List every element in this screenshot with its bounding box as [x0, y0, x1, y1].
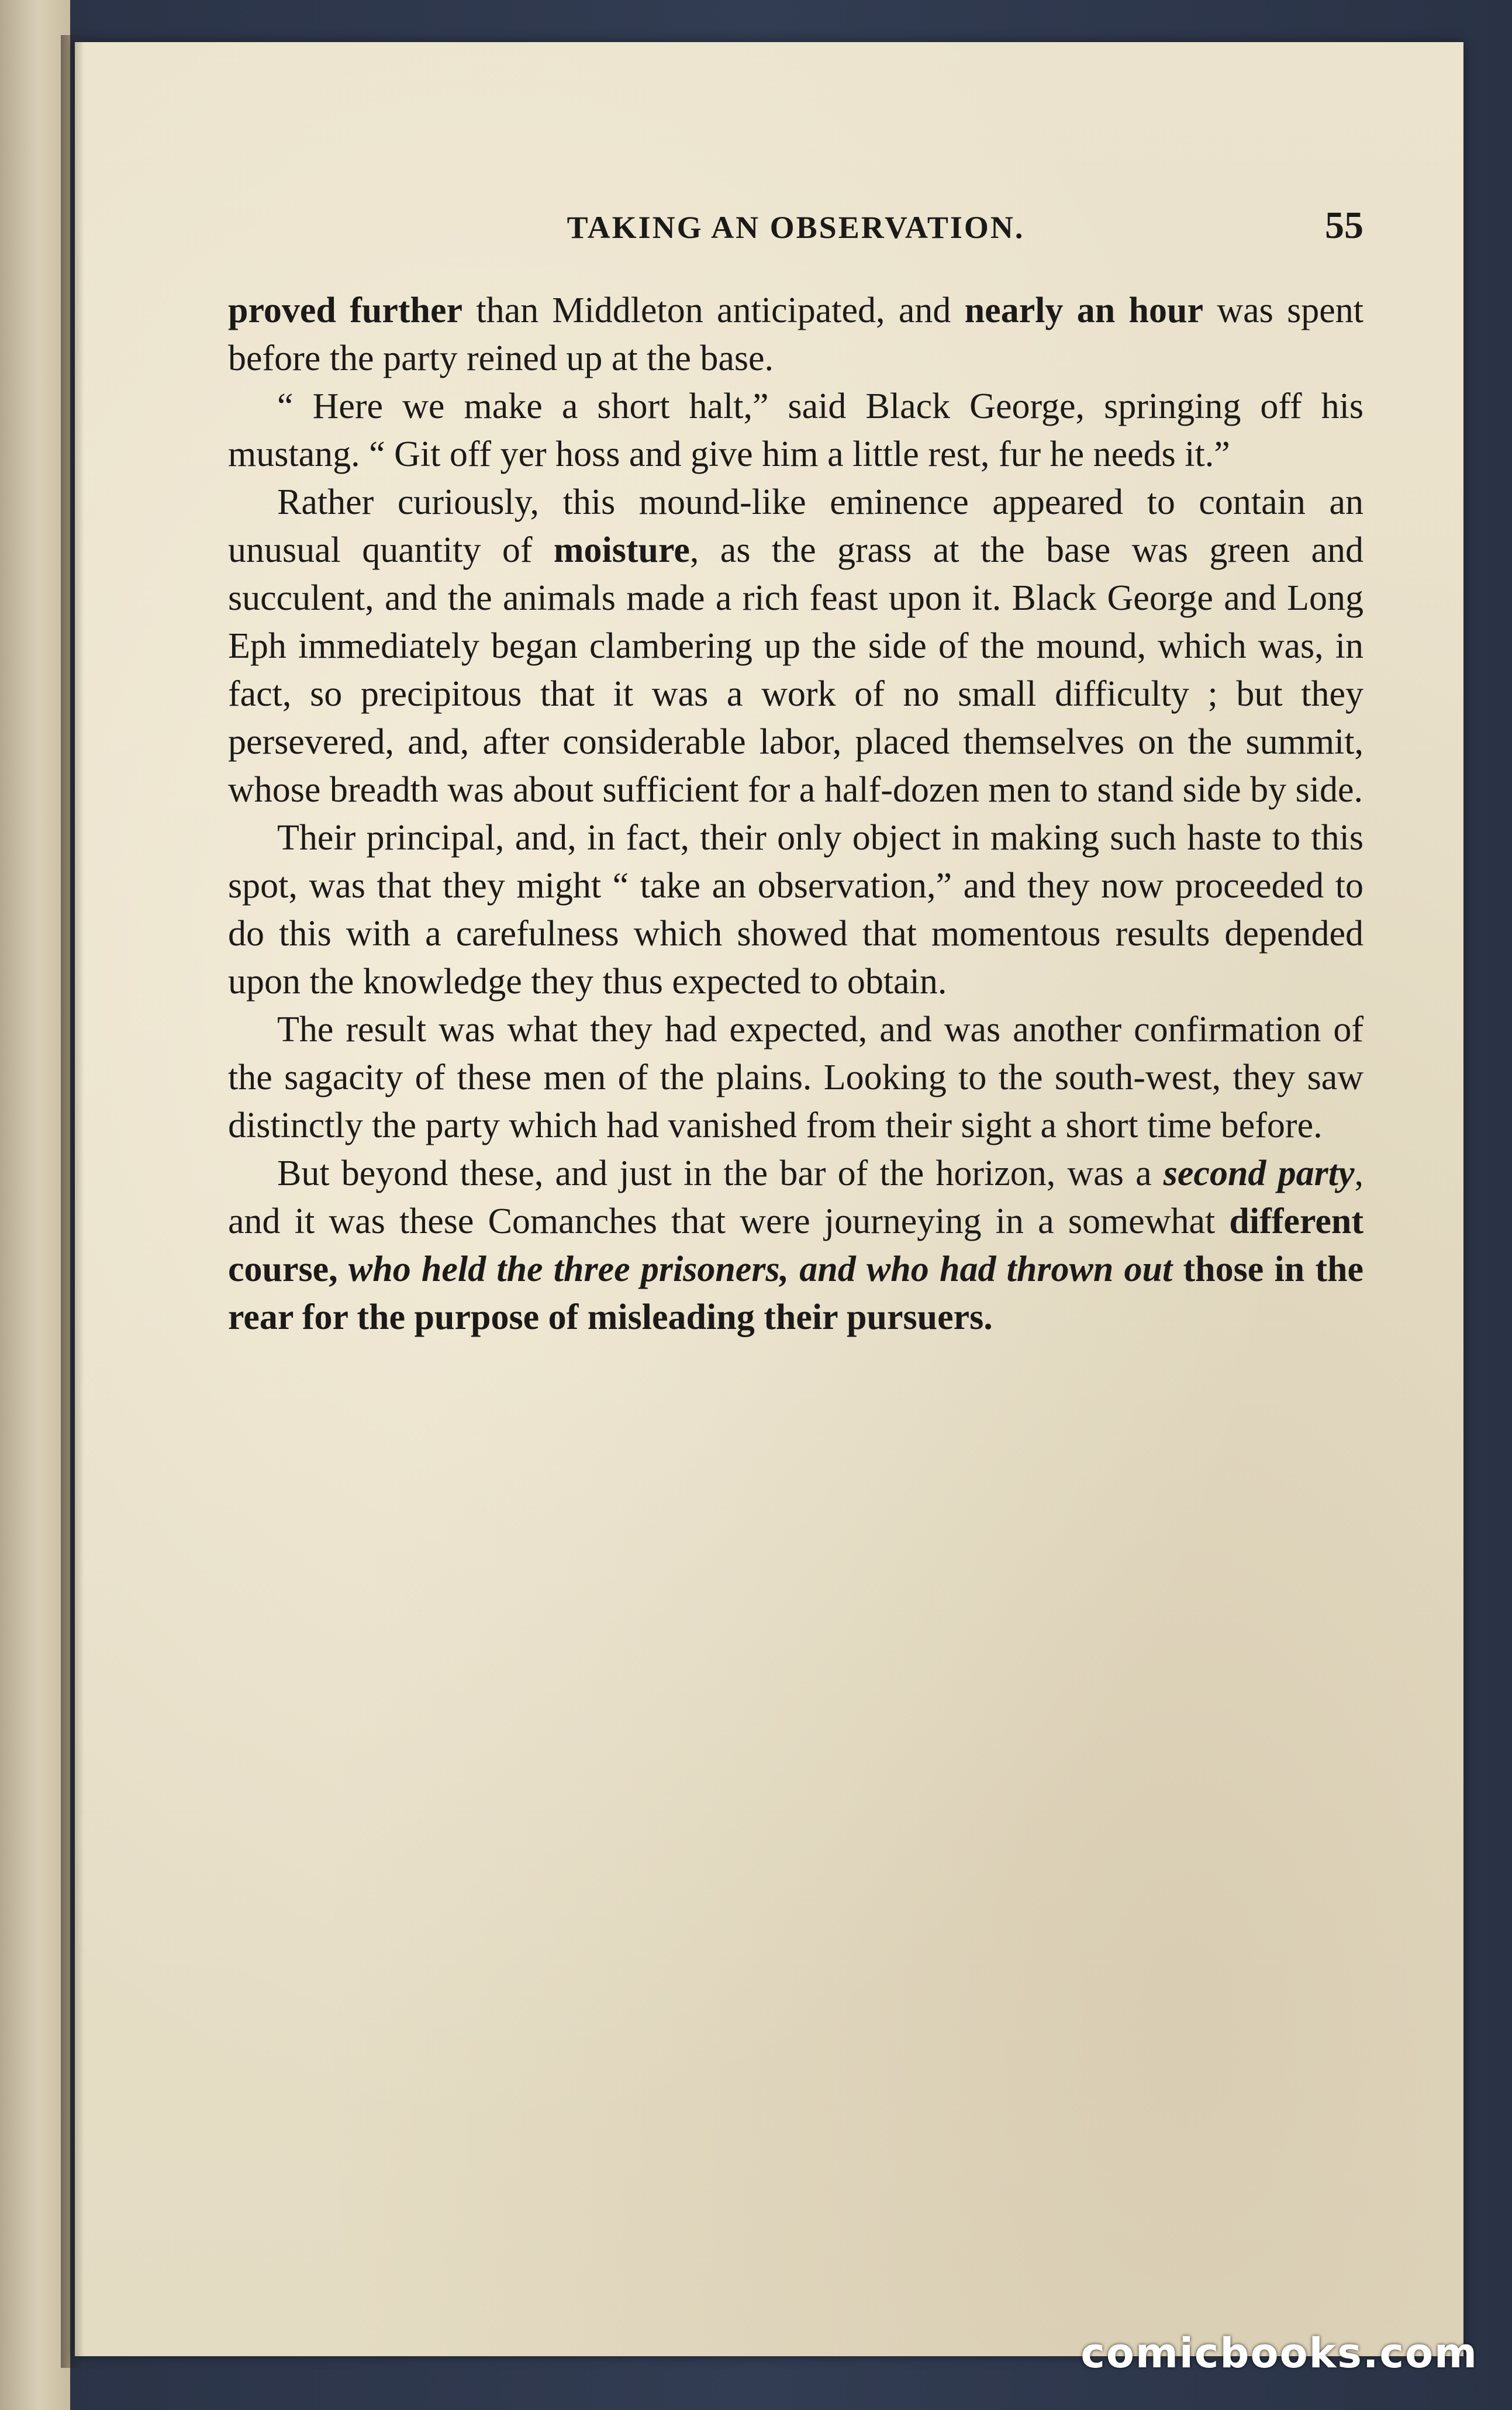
p6-italic-f: who held the three prisoners, and who had thrown out	[348, 1249, 1173, 1289]
watermark: comicbooks.com	[1081, 2329, 1478, 2377]
p6-bold-h: purpose of misleading their pursuers.	[414, 1297, 993, 1337]
p1-bold-a: proved further	[228, 291, 463, 330]
p6-bold-d: different	[1229, 1201, 1363, 1241]
previous-page-edge	[0, 0, 70, 2410]
paragraph-6	[228, 1149, 1363, 1341]
p1-bold-c: nearly an hour	[964, 291, 1204, 330]
paragraph-3	[228, 478, 1363, 814]
p6-text-c: , and it was these Comanches that were journeying in a somewhat	[228, 1154, 1363, 1241]
paragraph-2: “ Here we make a short halt,” said Black George, springing off his mustang. “ Git off yer hoss and give him a little rest, fur he needs it.”	[228, 386, 1363, 474]
p3-text-a: Rather curiously, this mound-like eminence appeared to contain an unusual quantity of	[228, 482, 1363, 570]
p6-bold-e: course,	[228, 1249, 348, 1289]
running-head	[228, 203, 1363, 256]
paragraph-1	[228, 286, 1363, 382]
running-title: TAKING AN OBSERVATION.	[567, 210, 1025, 245]
paragraph-4: Their principal, and, in fact, their only object in making such haste to this spot, was that they might “ take an observation,” and they now proceeded to do this with a carefulness which showed that momentous results depended upon the knowledge they thus expected to obtain.	[228, 818, 1363, 1002]
page-content	[228, 203, 1363, 1341]
p6-italic-b: second party	[1163, 1154, 1355, 1193]
p6-text-a: But beyond these, and just in the bar of the horizon, was a	[277, 1154, 1164, 1193]
book-page	[75, 42, 1463, 2356]
body-text	[228, 286, 1363, 1341]
page-number: 55	[1325, 204, 1363, 247]
p3-bold-b: moisture	[553, 530, 690, 570]
p6-bold-g: those in the rear for the	[228, 1249, 1363, 1337]
p3-text-c: , as the grass at the base was green and succulent, and the animals made a rich feast upon it. Black George and Long Eph immediately began clambering up the side of the mound, which was, in fact, so precipitous that it was a work of no small difficulty ; but they persevered, and, after considerable labor, placed themselves on the summit, whose breadth was about sufficient for a half-dozen men to stand side by side.	[228, 530, 1363, 810]
p1-text-d: was spent before the party reined up at the base.	[228, 291, 1363, 378]
spine-shadow	[61, 35, 84, 2368]
paragraph-5: The result was what they had expected, and was another confirmation of the sagacity of these men of the plains. Looking to the south-west, they saw distinctly the party which had vanished from their sight a short time before.	[228, 1010, 1363, 1145]
p1-text-b: than Middleton anticipated, and	[462, 291, 965, 330]
